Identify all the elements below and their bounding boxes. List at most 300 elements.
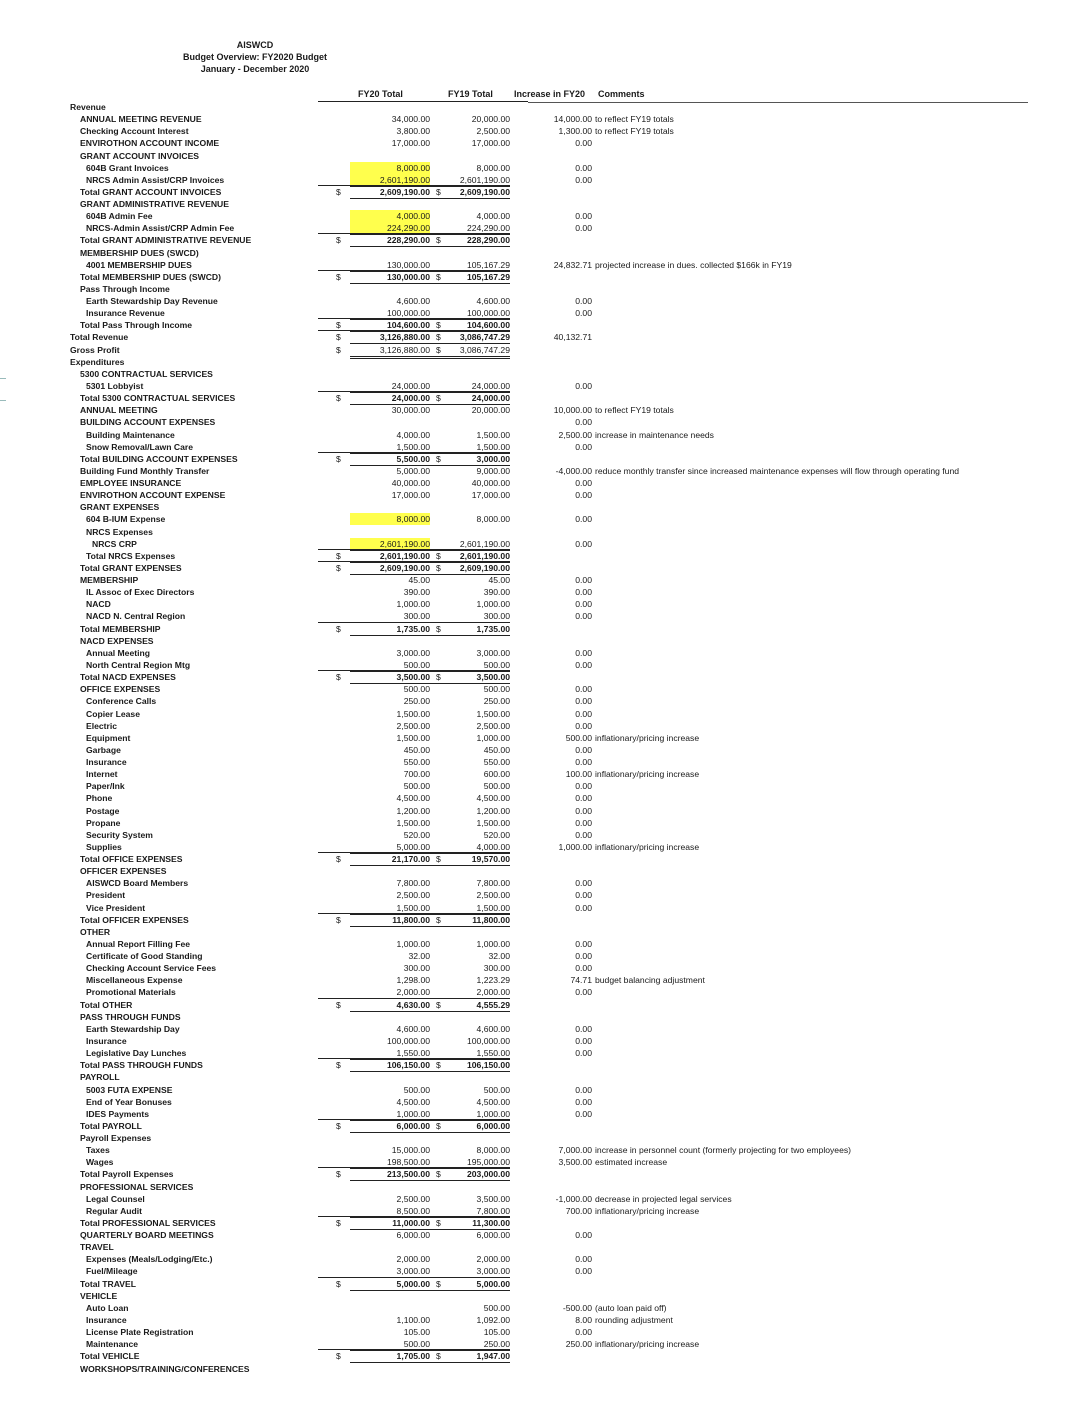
- table-row: [0, 817, 1088, 829]
- fy20-value: 1,500.00: [396, 817, 430, 828]
- row-label: Maintenance: [86, 1339, 139, 1350]
- table-row: [0, 186, 1088, 198]
- table-row: [0, 526, 1088, 538]
- table-row: [0, 1217, 1088, 1229]
- increase-value: 1,300.00: [558, 126, 592, 137]
- increase-value: 24,832.71: [553, 259, 592, 270]
- increase-value: 0.00: [575, 684, 592, 695]
- table-row: [0, 271, 1088, 283]
- increase-value: 0.00: [575, 223, 592, 234]
- fy20-value: 30,000.00: [391, 405, 430, 416]
- fy20-value: 2,000.00: [350, 986, 430, 999]
- fy19-dollar-sign: $: [436, 320, 441, 331]
- table-row: [0, 610, 1088, 622]
- row-label: EMPLOYEE INSURANCE: [80, 478, 182, 489]
- table-row: [0, 404, 1088, 416]
- fy19-value: 4,600.00: [476, 296, 510, 307]
- table-row: [0, 307, 1088, 319]
- fy19-dollar-sign: $: [436, 854, 441, 865]
- fy19-value: 2,500.00: [476, 890, 510, 901]
- table-row: [0, 1023, 1088, 1035]
- table-row: [0, 1290, 1088, 1302]
- table-row: [0, 744, 1088, 756]
- increase-value: 500.00: [565, 732, 592, 743]
- row-label: VEHICLE: [80, 1290, 118, 1301]
- row-label: Total TRAVEL: [80, 1278, 137, 1289]
- table-row: [0, 805, 1088, 817]
- increase-value: 3,500.00: [558, 1157, 592, 1168]
- comment-text: inflationary/pricing increase: [595, 732, 700, 743]
- fy20-value: 45.00: [408, 575, 430, 586]
- fy20-value: 4,000.00: [396, 429, 430, 440]
- row-label: Pass Through Income: [80, 283, 170, 294]
- increase-value: 0.00: [575, 1266, 592, 1277]
- table-row: [0, 1205, 1088, 1217]
- fy19-value: 4,000.00: [430, 841, 510, 854]
- fy19-value: 3,500.00: [476, 1193, 510, 1204]
- table-row: [0, 999, 1088, 1011]
- comment-text: increase in personnel count (formerly projecting for two employees): [595, 1145, 852, 1156]
- fy19-value: 1,000.00: [476, 938, 510, 949]
- row-label: AISWCD Board Members: [86, 878, 189, 889]
- fy20-value: 1,735.00: [350, 623, 430, 636]
- row-label: Total MEMBERSHIP DUES (SWCD): [80, 271, 222, 282]
- table-row: [0, 1350, 1088, 1362]
- table-row: [0, 974, 1088, 986]
- row-label: Annual Meeting: [86, 647, 150, 658]
- table-row: [0, 756, 1088, 768]
- row-label: Total NACD EXPENSES: [80, 672, 176, 683]
- fy19-value: 500.00: [483, 684, 510, 695]
- table-row: [0, 1314, 1088, 1326]
- fy20-value: 2,601,190.00: [350, 174, 430, 187]
- increase-value: 0.00: [575, 720, 592, 731]
- table-row: [0, 319, 1088, 331]
- fy19-value: 1,500.00: [476, 708, 510, 719]
- fy19-value: 390.00: [483, 587, 510, 598]
- fy19-value: 3,086,747.29: [430, 344, 510, 359]
- fy20-value: 500.00: [403, 781, 430, 792]
- fy20-value: 17,000.00: [391, 138, 430, 149]
- fy19-value: 520.00: [483, 829, 510, 840]
- row-label: Total OFFICE EXPENSES: [80, 854, 183, 865]
- fy19-value: 19,570.00: [430, 853, 510, 866]
- increase-value: 0.00: [575, 659, 592, 670]
- row-label: End of Year Bonuses: [86, 1096, 172, 1107]
- row-label: Internet: [86, 769, 118, 780]
- fy19-value: 105,167.29: [430, 271, 510, 284]
- fy19-value: 100,000.00: [430, 307, 510, 320]
- row-label: Total PASS THROUGH FUNDS: [80, 1060, 203, 1071]
- comment-text: inflationary/pricing increase: [595, 1339, 700, 1350]
- table-row: [0, 695, 1088, 707]
- row-label: Total GRANT EXPENSES: [80, 562, 182, 573]
- increase-value: 0.00: [575, 963, 592, 974]
- fy20-value: 500.00: [350, 659, 430, 672]
- fy19-value: 100,000.00: [466, 1036, 510, 1046]
- comment-text: budget balancing adjustment: [595, 975, 705, 986]
- fy20-value: 3,000.00: [396, 647, 430, 658]
- fy20-value: 1,200.00: [396, 805, 430, 816]
- fy20-value: 4,600.00: [396, 296, 430, 307]
- fy19-value: 105.00: [483, 1327, 510, 1338]
- increase-value: 0.00: [575, 757, 592, 768]
- table-row: [0, 574, 1088, 586]
- fy19-value: 5,000.00: [430, 1278, 510, 1291]
- row-label: Snow Removal/Lawn Care: [86, 441, 193, 452]
- fy20-value: 1,500.00: [396, 708, 430, 719]
- comment-text: inflationary/pricing increase: [595, 1205, 700, 1216]
- row-label: Conference Calls: [86, 696, 157, 707]
- table-row: [0, 659, 1088, 671]
- row-label: NRCS Expenses: [86, 526, 153, 537]
- increase-value: -500.00: [562, 1302, 592, 1313]
- table-row: [0, 198, 1088, 210]
- fy19-value: 4,600.00: [476, 1023, 510, 1034]
- fy19-value: 450.00: [483, 744, 510, 755]
- fy19-value: 1,947.00: [430, 1350, 510, 1363]
- fy19-value: 1,000.00: [430, 1108, 510, 1121]
- row-label: Legal Counsel: [86, 1193, 145, 1204]
- increase-value: 0.00: [575, 890, 592, 901]
- table-row: [0, 829, 1088, 841]
- fy20-value: 4,000.00: [350, 210, 430, 222]
- fy19-value: 8,000.00: [476, 1145, 510, 1156]
- table-row: [0, 429, 1088, 441]
- fy19-value: 24,000.00: [430, 392, 510, 405]
- table-row: [0, 1035, 1088, 1047]
- fy20-value: 2,000.00: [396, 1254, 430, 1265]
- fy20-dollar-sign: $: [336, 186, 341, 197]
- fy20-value: 3,800.00: [396, 126, 430, 137]
- fy20-value: 700.00: [403, 769, 430, 780]
- fy20-value: 500.00: [403, 1084, 430, 1095]
- row-label: Checking Account Interest: [80, 126, 189, 137]
- row-label: Garbage: [86, 744, 121, 755]
- fy20-value: 5,500.00: [350, 453, 430, 466]
- fy19-value: 1,735.00: [430, 623, 510, 636]
- table-row: [0, 137, 1088, 149]
- increase-value: 100.00: [565, 769, 592, 780]
- row-label: Total GRANT ADMINISTRATIVE REVENUE: [80, 235, 252, 246]
- comment-text: inflationary/pricing increase: [595, 769, 700, 780]
- fy19-dollar-sign: $: [436, 1169, 441, 1180]
- row-label: Total PAYROLL: [80, 1120, 142, 1131]
- row-label: PAYROLL: [80, 1072, 120, 1083]
- fy20-dollar-sign: $: [336, 271, 341, 282]
- fy20-value: 520.00: [403, 829, 430, 840]
- row-label: Total OTHER: [80, 999, 133, 1010]
- fy19-value: 2,500.00: [476, 720, 510, 731]
- fy20-value: 390.00: [403, 587, 430, 598]
- fy20-value: 1,298.00: [396, 975, 430, 986]
- row-label: Paper/Ink: [86, 781, 125, 792]
- table-row: [0, 1120, 1088, 1132]
- fy20-value: 17,000.00: [391, 490, 430, 501]
- fy20-dollar-sign: $: [336, 332, 341, 343]
- increase-value: 0.00: [575, 296, 592, 307]
- table-row: [0, 1326, 1088, 1338]
- fy19-value: 500.00: [430, 659, 510, 672]
- row-label: Insurance: [86, 1036, 127, 1046]
- fy20-value: 1,100.00: [396, 1315, 430, 1325]
- fy19-value: 2,601,190.00: [430, 174, 510, 187]
- table-row: [0, 416, 1088, 428]
- comment-text: to reflect FY19 totals: [595, 405, 674, 416]
- table-row: [0, 562, 1088, 574]
- col-header-comments: Comments: [598, 89, 645, 99]
- increase-value: 0.00: [575, 441, 592, 452]
- row-label: Total Pass Through Income: [80, 320, 193, 331]
- row-label: Electric: [86, 720, 118, 731]
- report-title: Budget Overview: FY2020 Budget: [182, 52, 328, 62]
- fy19-value: 106,150.00: [430, 1059, 510, 1072]
- fy20-value: 2,609,190.00: [350, 186, 430, 199]
- row-label: Wages: [86, 1157, 114, 1168]
- row-label: IDES Payments: [86, 1108, 150, 1119]
- fy19-value: 2,000.00: [476, 1254, 510, 1265]
- fy20-value: 450.00: [403, 744, 430, 755]
- fy19-dollar-sign: $: [436, 1351, 441, 1362]
- fy20-value: 4,600.00: [396, 1023, 430, 1034]
- report-period: January - December 2020: [200, 64, 310, 74]
- fy19-value: 500.00: [483, 1302, 510, 1313]
- table-row: [0, 647, 1088, 659]
- comment-text: decrease in projected legal services: [595, 1193, 732, 1204]
- fy19-value: 1,000.00: [476, 599, 510, 610]
- fy19-value: 203,000.00: [430, 1168, 510, 1181]
- fy19-value: 17,000.00: [471, 138, 510, 149]
- row-label: Building Maintenance: [86, 429, 175, 440]
- fy20-value: 6,000.00: [350, 1120, 430, 1133]
- fy20-value: 1,500.00: [396, 732, 430, 743]
- fy19-value: 500.00: [483, 1084, 510, 1095]
- col-header-fy19: FY19 Total: [448, 89, 493, 99]
- increase-value: 0.00: [575, 696, 592, 707]
- row-label: Expenses (Meals/Lodging/Etc.): [86, 1254, 213, 1265]
- increase-value: 7,000.00: [558, 1145, 592, 1156]
- fy20-value: 34,000.00: [391, 114, 430, 125]
- increase-value: 0.00: [575, 647, 592, 658]
- row-label: Vice President: [86, 902, 146, 913]
- table-row: [0, 683, 1088, 695]
- fy20-value: 4,500.00: [396, 793, 430, 804]
- fy19-dollar-sign: $: [436, 186, 441, 197]
- row-label: WORKSHOPS/TRAINING/CONFERENCES: [80, 1363, 250, 1374]
- fy19-dollar-sign: $: [436, 453, 441, 464]
- row-label: Taxes: [86, 1145, 110, 1156]
- fy20-dollar-sign: $: [336, 320, 341, 331]
- comment-text: (auto loan paid off): [595, 1302, 667, 1313]
- table-row: [0, 671, 1088, 683]
- fy20-value: 1,000.00: [350, 1108, 430, 1121]
- table-row: [0, 938, 1088, 950]
- fy19-dollar-sign: $: [436, 672, 441, 683]
- row-label: 604B Admin Fee: [86, 211, 153, 222]
- fy19-value: 104,600.00: [430, 319, 510, 332]
- row-label: 604 B-IUM Expense: [86, 514, 166, 525]
- table-row: [0, 125, 1088, 137]
- row-label: NRCS CRP: [92, 538, 137, 549]
- fy20-dollar-sign: $: [336, 1217, 341, 1228]
- increase-value: 0.00: [575, 490, 592, 501]
- row-label: Earth Stewardship Day Revenue: [86, 296, 218, 307]
- increase-value: 0.00: [575, 174, 592, 185]
- comment-text: projected increase in dues. collected $166k in FY19: [595, 259, 792, 270]
- row-label: 5300 CONTRACTUAL SERVICES: [80, 368, 213, 379]
- fy19-value: 1,000.00: [476, 732, 510, 743]
- increase-value: 0.00: [575, 514, 592, 525]
- table-row: [0, 732, 1088, 744]
- comment-text: estimated increase: [595, 1157, 668, 1168]
- fy19-value: 3,500.00: [430, 671, 510, 684]
- row-label: Insurance: [86, 1315, 127, 1325]
- fy20-value: 6,000.00: [396, 1230, 430, 1241]
- row-label: Annual Report Filling Fee: [86, 938, 191, 949]
- fy20-value: 3,126,880.00: [350, 331, 430, 344]
- fy20-value: 228,290.00: [350, 234, 430, 247]
- row-label: PASS THROUGH FUNDS: [80, 1011, 181, 1022]
- fy19-value: 3,000.00: [430, 1265, 510, 1278]
- fy19-value: 2,601,190.00: [430, 550, 510, 563]
- row-label: Equipment: [86, 732, 131, 743]
- fy19-value: 4,555.29: [430, 999, 510, 1012]
- fy19-value: 1,500.00: [476, 817, 510, 828]
- fy20-value: 2,500.00: [396, 1193, 430, 1204]
- increase-value: 0.00: [575, 611, 592, 622]
- row-label: GRANT EXPENSES: [80, 502, 160, 513]
- increase-value: 0.00: [575, 1036, 592, 1046]
- fy20-value: 11,800.00: [350, 914, 430, 927]
- fy19-value: 3,000.00: [476, 647, 510, 658]
- fy19-value: 1,200.00: [476, 805, 510, 816]
- table-row: [0, 623, 1088, 635]
- increase-value: 0.00: [575, 708, 592, 719]
- fy20-value: 11,000.00: [350, 1217, 430, 1230]
- fy20-value: 224,290.00: [350, 222, 430, 235]
- row-label: IL Assoc of Exec Directors: [86, 587, 195, 598]
- row-label: Legislative Day Lunches: [86, 1048, 187, 1059]
- table-row: [0, 453, 1088, 465]
- fy20-dollar-sign: $: [336, 914, 341, 925]
- table-row: [0, 853, 1088, 865]
- row-label: Gross Profit: [70, 344, 120, 355]
- table-row: [0, 792, 1088, 804]
- table-row: [0, 489, 1088, 501]
- table-row: [0, 1338, 1088, 1350]
- fy20-value: 15,000.00: [391, 1145, 430, 1156]
- fy20-value: 1,550.00: [350, 1047, 430, 1060]
- row-label: Checking Account Service Fees: [86, 963, 217, 974]
- fy20-dollar-sign: $: [336, 1278, 341, 1289]
- table-row: [0, 1059, 1088, 1071]
- fy20-dollar-sign: $: [336, 623, 341, 634]
- increase-value: 0.00: [575, 587, 592, 598]
- table-row: [0, 1047, 1088, 1059]
- table-row: [0, 331, 1088, 343]
- table-row: [0, 234, 1088, 246]
- fy19-dollar-sign: $: [436, 623, 441, 634]
- row-label: Fuel/Mileage: [86, 1266, 138, 1277]
- table-row: [0, 1108, 1088, 1120]
- increase-value: 0.00: [575, 1327, 592, 1338]
- fy20-value: 300.00: [350, 610, 430, 623]
- fy20-value: 40,000.00: [391, 478, 430, 489]
- row-label: Total MEMBERSHIP: [80, 623, 161, 634]
- row-label: 604B Grant Invoices: [86, 162, 169, 173]
- fy19-value: 1,550.00: [430, 1047, 510, 1060]
- row-label: 5003 FUTA EXPENSE: [86, 1084, 173, 1095]
- fy20-value: 4,630.00: [350, 999, 430, 1012]
- row-label: Total PROFESSIONAL SERVICES: [80, 1217, 216, 1228]
- increase-value: 0.00: [575, 938, 592, 949]
- fy20-value: 2,601,190.00: [350, 550, 430, 563]
- increase-value: 0.00: [575, 1254, 592, 1265]
- fy19-value: 1,500.00: [476, 429, 510, 440]
- row-label: Payroll Expenses: [80, 1133, 152, 1144]
- table-row: [0, 1011, 1088, 1023]
- table-row: [0, 950, 1088, 962]
- row-label: Total NRCS Expenses: [86, 550, 176, 561]
- row-label: Auto Loan: [86, 1302, 129, 1313]
- fy20-value: 130,000.00: [350, 271, 430, 284]
- row-label: Revenue: [70, 102, 106, 112]
- fy19-dollar-sign: $: [436, 235, 441, 246]
- increase-value: 0.00: [575, 817, 592, 828]
- fy20-dollar-sign: $: [336, 854, 341, 865]
- fy19-value: 32.00: [488, 951, 510, 962]
- fy20-dollar-sign: $: [336, 999, 341, 1010]
- fy20-value: 24,000.00: [350, 392, 430, 405]
- comment-text: to reflect FY19 totals: [595, 114, 674, 125]
- comment-text: reduce monthly transfer since increased maintenance expenses will flow through operating fund: [595, 465, 960, 476]
- increase-value: 0.00: [575, 878, 592, 889]
- increase-value: 0.00: [575, 575, 592, 586]
- increase-value: 0.00: [575, 951, 592, 962]
- fy19-value: 2,609,190.00: [430, 186, 510, 199]
- fy20-dollar-sign: $: [336, 453, 341, 464]
- increase-value: 2,500.00: [558, 429, 592, 440]
- row-label: Miscellaneous Expense: [86, 975, 183, 986]
- table-row: [0, 259, 1088, 271]
- fy20-value: 5,000.00: [396, 465, 430, 476]
- table-row: [0, 1229, 1088, 1241]
- fy20-value: 100,000.00: [386, 1036, 430, 1046]
- fy20-dollar-sign: $: [336, 1351, 341, 1362]
- fy19-dollar-sign: $: [436, 1060, 441, 1071]
- row-label: PROFESSIONAL SERVICES: [80, 1181, 194, 1192]
- row-label: Total 5300 CONTRACTUAL SERVICES: [80, 393, 236, 404]
- table-row: [0, 635, 1088, 647]
- table-row: [0, 162, 1088, 174]
- table-row: [0, 1265, 1088, 1277]
- table-row: [0, 392, 1088, 404]
- fy19-value: 20,000.00: [471, 114, 510, 125]
- fy20-dollar-sign: $: [336, 1060, 341, 1071]
- fy20-value: 198,500.00: [350, 1156, 430, 1169]
- fy20-value: 8,500.00: [350, 1205, 430, 1218]
- increase-value: 0.00: [575, 599, 592, 610]
- table-row: [0, 113, 1088, 125]
- fy19-value: 45.00: [488, 575, 510, 586]
- table-row: [0, 380, 1088, 392]
- fy20-value: 8,000.00: [350, 513, 430, 525]
- fy19-dollar-sign: $: [436, 344, 441, 355]
- row-label: ANNUAL MEETING: [80, 405, 158, 416]
- fy20-value: 2,500.00: [396, 890, 430, 901]
- fy20-value: 24,000.00: [350, 380, 430, 393]
- row-label: ENVIROTHON ACCOUNT INCOME: [80, 138, 220, 149]
